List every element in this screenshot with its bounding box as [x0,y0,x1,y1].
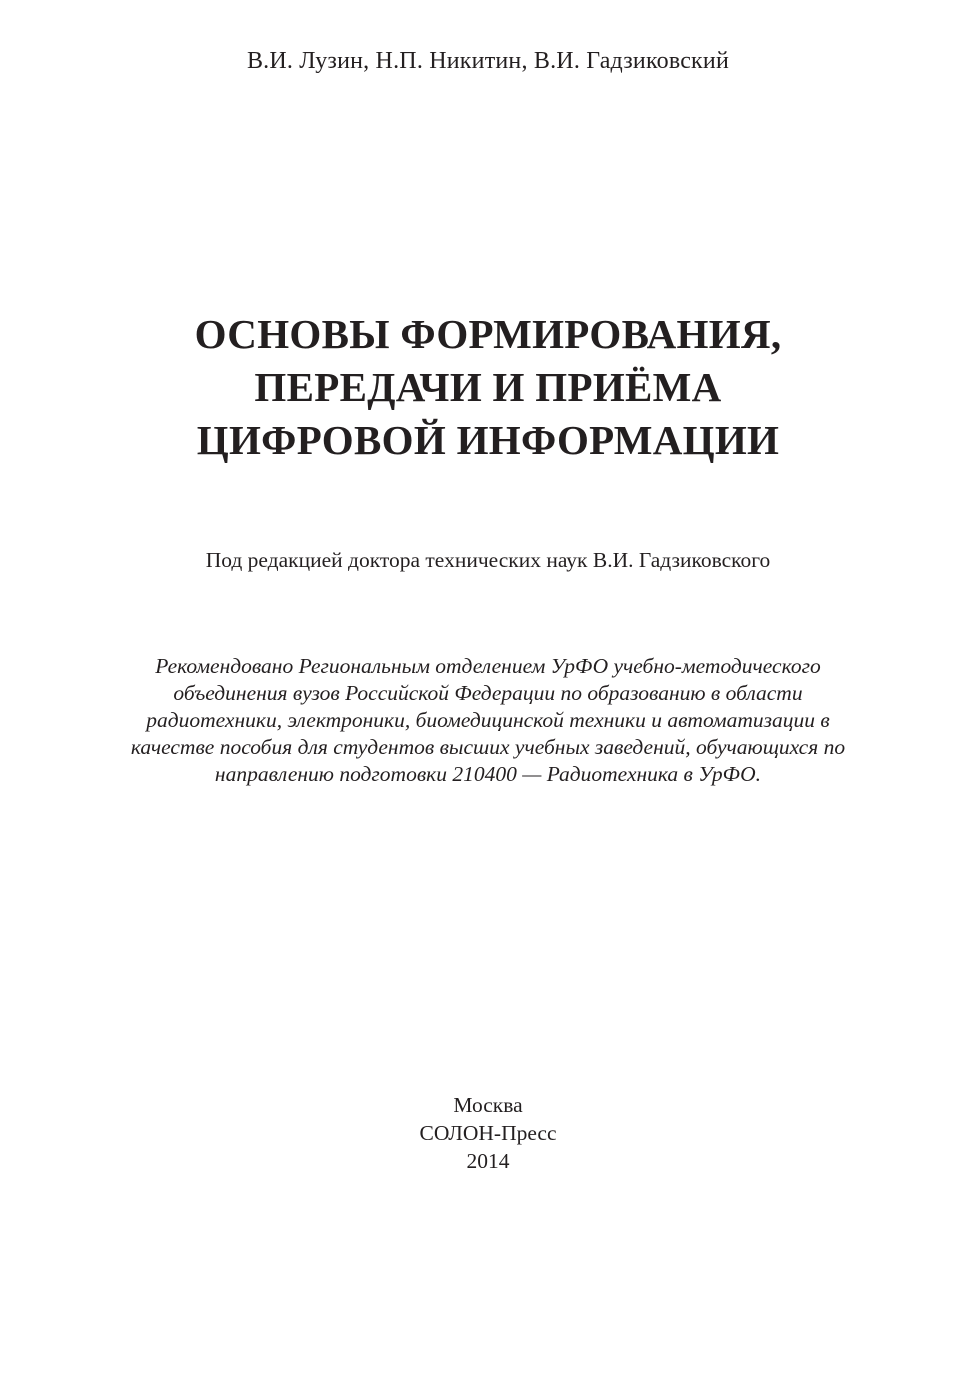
imprint-publisher: СОЛОН-Пресс [419,1121,557,1145]
book-title-line-3: ЦИФРОВОЙ ИНФОРМАЦИИ [196,417,780,463]
imprint-city: Москва [453,1093,523,1117]
book-title-line-2: ПЕРЕДАЧИ И ПРИЁМА [254,364,722,410]
imprint-block [0,1091,976,1175]
book-title [0,308,976,467]
recommendation-line-2: объединения вузов Российской Федерации по образованию в области [173,681,803,705]
authors-line: В.И. Лузин, Н.П. Никитин, В.И. Гадзиковский [246,48,730,74]
editor-note: Под редакцией доктора технических наук В.И. Гадзиковского [205,548,771,572]
recommendation-text [60,653,916,788]
recommendation-line-1: Рекомендовано Региональным отделением УрФО учебно-методического [155,654,821,678]
recommendation-line-4: качестве пособия для студентов высших учебных заведений, обучающихся по [130,735,846,759]
imprint-year: 2014 [466,1149,510,1173]
recommendation-line-3: радиотехники, электроники, биомедицинской техники и автоматизации в [146,708,830,732]
book-title-line-1: ОСНОВЫ ФОРМИРОВАНИЯ, [194,311,782,357]
recommendation-line-5: направлению подготовки 210400 — Радиотехника в УрФО. [214,762,762,786]
